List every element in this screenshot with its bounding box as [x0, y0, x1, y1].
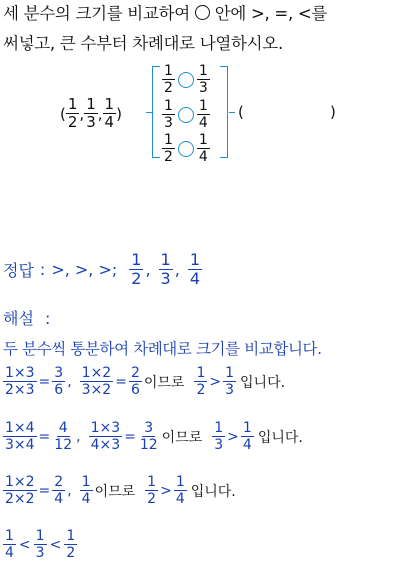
answer-fraction-3: $\frac{1}{4}$ — [189, 250, 201, 288]
final-fraction-2: $\frac{1}{3}$ — [35, 528, 45, 561]
problem-line-2: 써넣고, 큰 수부터 차례대로 나열하시오. — [3, 34, 283, 53]
result-fraction: $\frac{4}{12}$ — [54, 420, 73, 453]
explanation-label-row — [3, 306, 50, 329]
list-fraction-3: $\frac{1}{4}$ — [104, 95, 115, 131]
result-fraction: $\frac{2}{6}$ — [130, 365, 140, 398]
korean-text: 이므로 — [143, 374, 185, 391]
final-fraction-3: $\frac{1}{2}$ — [66, 528, 76, 561]
korean-text: 입니다. — [240, 374, 286, 391]
compare-fraction: $\frac{1}{4}$ — [242, 420, 252, 453]
compare-2-right: $\frac{1}{4}$ — [198, 98, 208, 131]
answer-comma: , — [145, 260, 151, 279]
expr-fraction: $\frac{1\times 3}{2\times 3}$ — [5, 365, 35, 398]
expr-fraction: $\frac{1\times 2}{2\times 2}$ — [5, 474, 35, 507]
comma: , — [76, 428, 81, 445]
final-ordering — [3, 529, 77, 560]
compare-2-left: $\frac{1}{3}$ — [164, 98, 173, 131]
result-fraction: $\frac{2}{4}$ — [54, 474, 64, 507]
expr-fraction: $\frac{1\times 2}{3\times 2}$ — [81, 365, 112, 398]
answer-circle-1[interactable] — [178, 72, 194, 88]
problem-line-1-pre: 세 분수의 크기를 비교하여 — [3, 4, 190, 23]
compare-fraction: $\frac{1}{3}$ — [225, 365, 235, 398]
list-close-paren: ) — [116, 104, 122, 123]
left-bracket — [152, 66, 160, 158]
compare-1-right: $\frac{1}{3}$ — [198, 63, 208, 96]
expr-fraction: $\frac{1}{4}$ — [81, 474, 91, 507]
compare-fraction: $\frac{1}{2}$ — [147, 474, 157, 507]
expr-fraction: $\frac{1\times 4}{3\times 4}$ — [5, 420, 35, 453]
problem-line-1-post: 안에 >, =, <를 — [214, 4, 327, 23]
less-than: < — [49, 536, 62, 553]
circle-icon — [195, 5, 210, 20]
list-fraction-2: $\frac{1}{3}$ — [86, 95, 96, 131]
answer-open-paren: ( — [238, 103, 244, 121]
explanation-colon: : — [45, 309, 51, 328]
compare-fraction: $\frac{1}{3}$ — [214, 420, 224, 453]
korean-text: 입니다. — [190, 483, 236, 500]
compare-3-left: $\frac{1}{2}$ — [164, 132, 173, 165]
korean-text: 이므로 — [94, 483, 136, 500]
korean-text: 이므로 — [161, 429, 203, 446]
answer-fraction-2: $\frac{1}{3}$ — [160, 250, 171, 288]
list-comma: , — [97, 104, 103, 123]
equals-sign: = — [38, 482, 51, 499]
compare-row-3 — [162, 133, 210, 164]
comma: , — [67, 482, 72, 499]
list-comma: , — [79, 104, 85, 123]
compare-fraction: $\frac{1}{4}$ — [175, 474, 185, 507]
expr-fraction: $\frac{1\times 3}{4\times 3}$ — [90, 420, 121, 453]
answer-circle-2[interactable] — [178, 107, 194, 123]
list-fraction-1: $\frac{1}{2}$ — [67, 95, 78, 131]
explanation-label: 해설 — [3, 309, 34, 328]
fraction-list — [60, 97, 122, 130]
answer-circle-3[interactable] — [178, 141, 194, 157]
list-open-paren: ( — [60, 104, 66, 123]
answer-comma: , — [174, 260, 180, 279]
equals-sign: = — [115, 373, 127, 390]
answer-colon: : — [39, 260, 46, 279]
equals-sign: = — [124, 428, 136, 445]
greater-than: > — [209, 373, 222, 390]
compare-row-2 — [162, 99, 210, 130]
compare-row-1 — [162, 64, 210, 95]
comma: , — [67, 373, 72, 390]
answer-symbols: >, >, >; — [51, 260, 118, 279]
result-fraction: $\frac{3}{12}$ — [139, 420, 158, 453]
right-connector — [229, 112, 235, 113]
compare-1-left: $\frac{1}{2}$ — [164, 63, 173, 96]
greater-than: > — [227, 428, 239, 445]
korean-text: 입니다. — [257, 429, 303, 446]
greater-than: > — [160, 482, 172, 499]
compare-3-right: $\frac{1}{4}$ — [198, 132, 208, 165]
answer-fraction-1: $\frac{1}{2}$ — [131, 250, 142, 288]
equals-sign: = — [38, 373, 51, 390]
final-fraction-1: $\frac{1}{4}$ — [5, 528, 14, 561]
less-than: < — [18, 536, 31, 553]
equals-sign: = — [38, 428, 51, 445]
explanation-intro: 두 분수씩 통분하여 차례대로 크기를 비교합니다. — [3, 340, 322, 358]
explanation-line-3 — [3, 475, 236, 506]
explanation-line-2 — [3, 421, 303, 452]
compare-fraction: $\frac{1}{2}$ — [196, 365, 206, 398]
result-fraction: $\frac{3}{6}$ — [54, 365, 64, 398]
problem-line-1 — [3, 5, 327, 23]
right-bracket — [220, 66, 228, 158]
explanation-line-1 — [3, 366, 285, 397]
answer-label: 정답 — [3, 261, 34, 280]
answer-close-paren: ) — [330, 103, 336, 121]
answer-line — [3, 252, 202, 287]
